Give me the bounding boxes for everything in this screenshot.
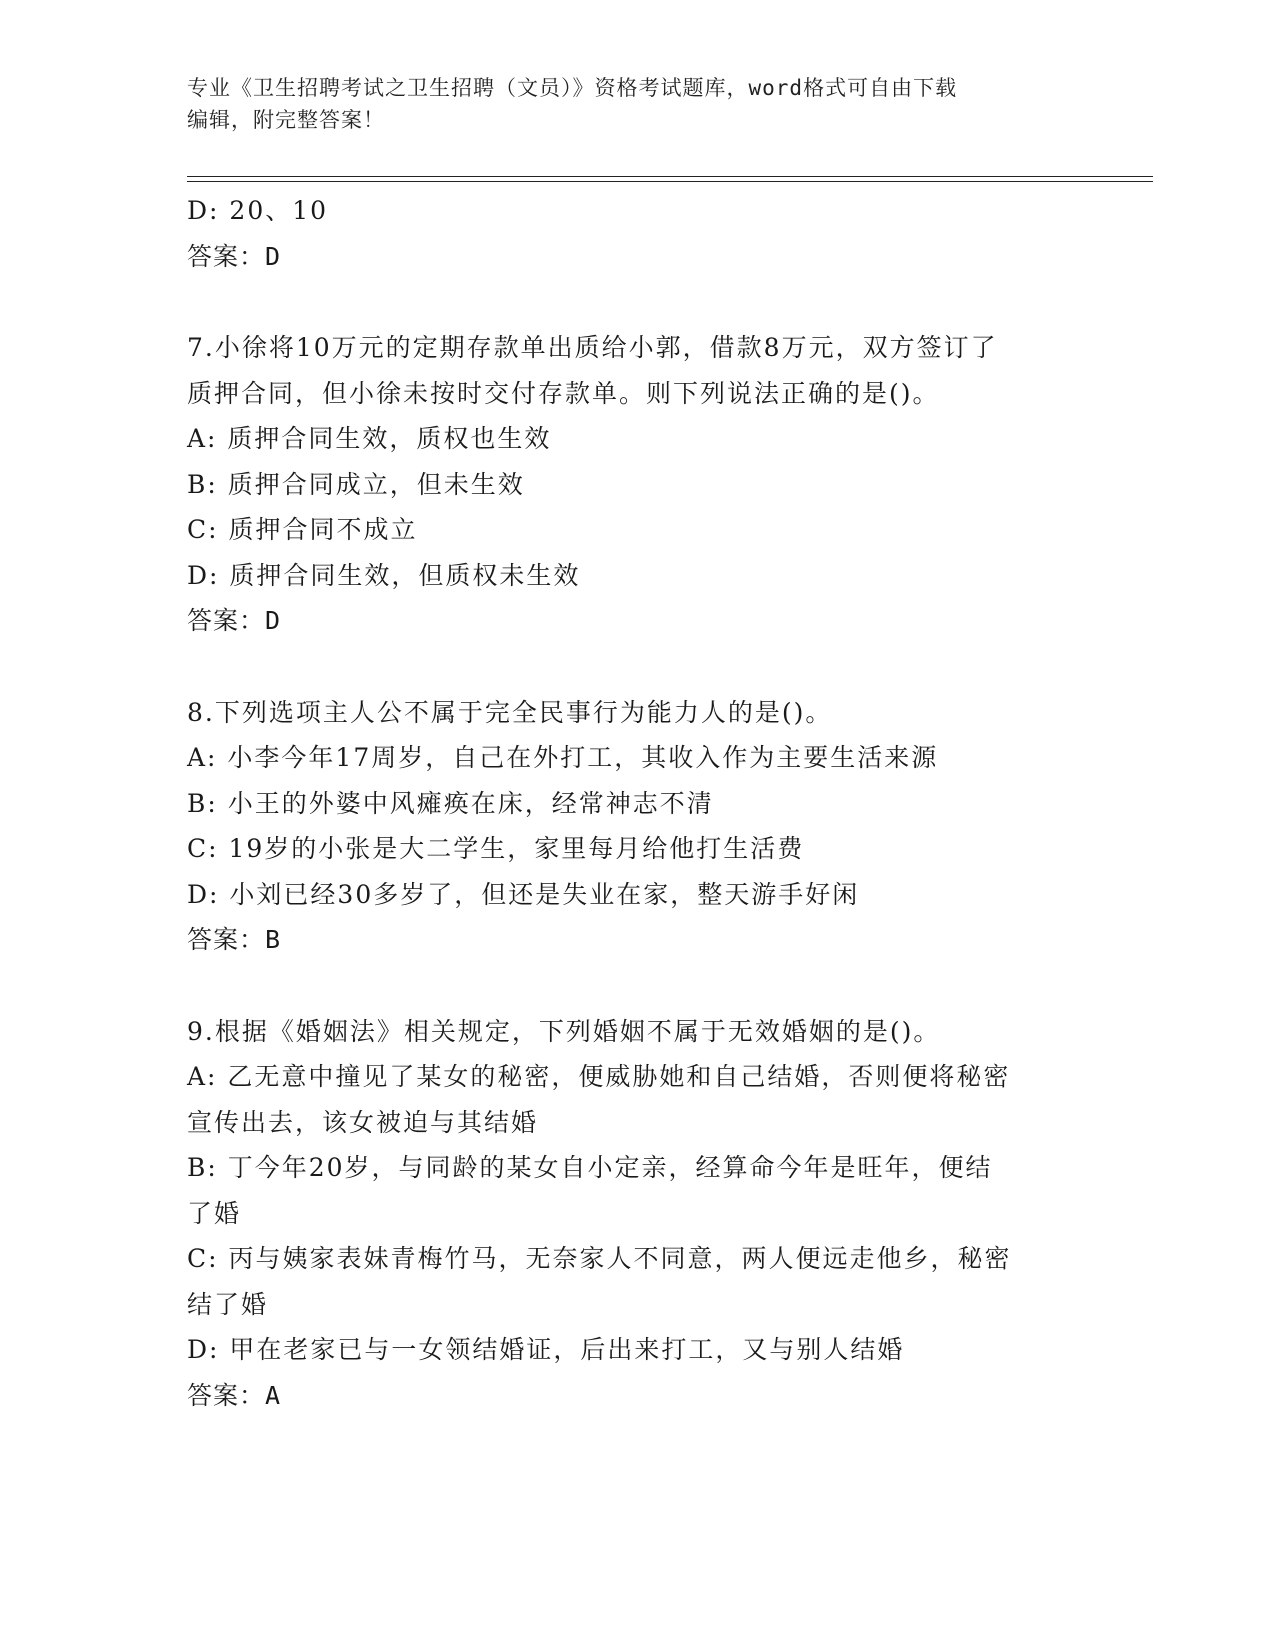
- option-c: C: 19岁的小张是大二学生，家里每月给他打生活费: [187, 834, 805, 863]
- question-8: [187, 690, 1087, 963]
- option-a-continued: 宣传出去，该女被迫与其结婚: [187, 1107, 539, 1137]
- question-stem-line: 8.下列选项主人公不属于完全民事行为能力人的是()。: [187, 697, 833, 727]
- option-b: B: 丁今年20岁，与同龄的某女自小定亲，经算命今年是旺年，便结: [187, 1153, 993, 1182]
- question-stem-line: 质押合同，但小徐未按时交付存款单。则下列说法正确的是()。: [187, 378, 940, 408]
- question-list: [187, 188, 1087, 1418]
- answer-line: 答案：D: [187, 606, 282, 635]
- question-7: [187, 325, 1087, 644]
- header-rule-top: [187, 176, 1153, 177]
- question-stem-line: 9.根据《婚姻法》相关规定，下列婚姻不属于无效婚姻的是()。: [187, 1016, 941, 1046]
- document-header: [187, 72, 1087, 136]
- spacer: [187, 279, 1087, 325]
- answer-line: 答案：A: [187, 1380, 282, 1410]
- spacer: [187, 644, 1087, 690]
- header-line-2: 编辑，附完整答案！: [187, 108, 385, 132]
- option-b-continued: 了婚: [187, 1198, 242, 1228]
- prev-answer: 答案：D: [187, 241, 282, 271]
- option-c-continued: 结了婚: [187, 1289, 269, 1319]
- option-d: D: 小刘已经30多岁了，但还是失业在家，整天游手好闲: [187, 879, 860, 909]
- option-d: D: 甲在老家已与一女领结婚证，后出来打工，又与别人结婚: [187, 1335, 905, 1364]
- option-c: C: 丙与姨家表妹青梅竹马，无奈家人不同意，两人便远走他乡，秘密: [187, 1244, 1012, 1273]
- header-line-1: 专业《卫生招聘考试之卫生招聘（文员）》资格考试题库，word格式可自由下载: [187, 76, 958, 100]
- option-b: B: 质押合同成立，但未生效: [187, 469, 525, 499]
- spacer: [187, 963, 1087, 1009]
- option-a: A: 质押合同生效，质权也生效: [187, 424, 552, 453]
- option-c: C: 质押合同不成立: [187, 515, 418, 544]
- header-rule-bottom: [187, 181, 1153, 182]
- option-d: D: 质押合同生效，但质权未生效: [187, 560, 581, 590]
- prev-option-d: D: 20、10: [187, 196, 329, 225]
- question-9: [187, 1009, 1087, 1419]
- question-stem-line: 7.小徐将10万元的定期存款单出质给小郭，借款8万元，双方签订了: [187, 333, 998, 362]
- answer-line: 答案：B: [187, 925, 282, 954]
- option-a: A: 乙无意中撞见了某女的秘密，便威胁她和自己结婚，否则便将秘密: [187, 1062, 1011, 1091]
- option-b: B: 小王的外婆中风瘫痪在床，经常神志不清: [187, 788, 714, 818]
- option-a: A: 小李今年17周岁，自己在外打工，其收入作为主要生活来源: [187, 743, 939, 772]
